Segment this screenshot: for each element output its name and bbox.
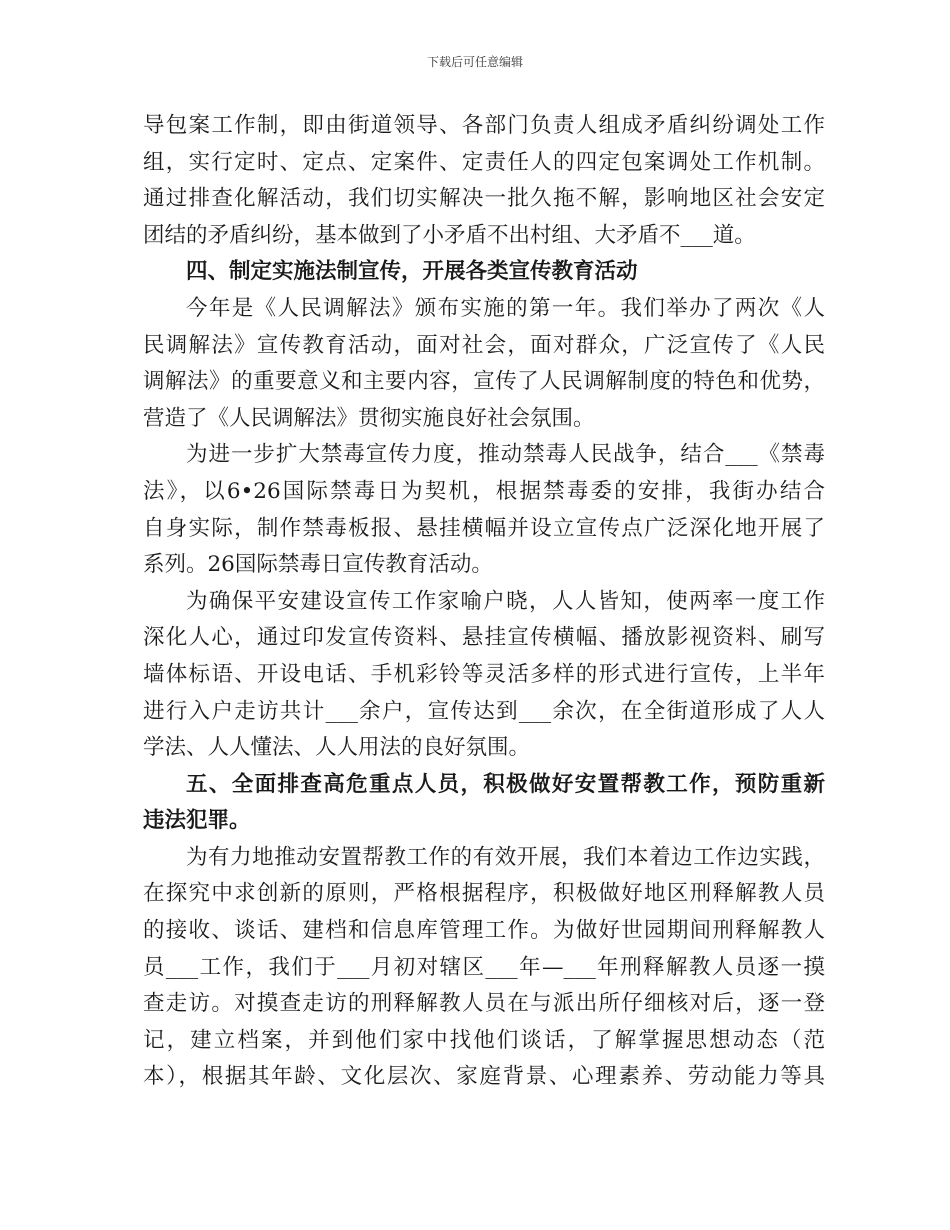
text-line: 民调解法》宣传教育活动，面对社会，面对群众，广泛宣传了《人民 [143, 332, 825, 358]
text-line: 本），根据其年龄、文化层次、家庭背景、心理素养、劳动能力等具 [143, 1064, 825, 1090]
text-line: 墙体标语、开设电话、手机彩铃等灵活多样的形式进行宣传，上半年 [143, 661, 825, 687]
text-line: 员___工作，我们于___月初对辖区___年—___年刑释解教人员逐一摸 [143, 954, 825, 980]
text-line: 法》，以6•26国际禁毒日为契机，根据禁毒委的安排，我街办结合 [143, 478, 825, 504]
text-line: 在探究中求创新的原则，严格根据程序，积极做好地区刑释解教人员 [143, 881, 825, 907]
text-line: 的接收、谈话、建档和信息库管理工作。为做好世园期间刑释解教人 [143, 918, 825, 944]
text-line: 查走访。对摸查走访的刑释解教人员在与派出所仔细核对后，逐一登 [143, 991, 825, 1017]
page-header: 下载后可任意编辑 [426, 55, 523, 69]
text-line: 系列。26国际禁毒日宣传教育活动。 [143, 552, 493, 578]
text-line: 调解法》的重要意义和主要内容，宣传了人民调解制度的特色和优势， [143, 369, 825, 395]
text-line: 今年是《人民调解法》颁布实施的第一年。我们举办了两次《人 [186, 295, 825, 321]
section-heading-continued: 违法犯罪。 [143, 808, 251, 834]
text-line: 自身实际，制作禁毒板报、悬挂横幅并设立宣传点广泛深化地开展了 [143, 515, 825, 541]
section-heading: 四、制定实施法制宣传，开展各类宣传教育活动 [186, 259, 638, 285]
text-line: 组，实行定时、定点、定案件、定责任人的四定包案调处工作机制。 [143, 149, 825, 175]
text-line: 为有力地推动安置帮教工作的有效开展，我们本着边工作边实践， [186, 844, 825, 870]
text-line: 记，建立档案，并到他们家中找他们谈话，了解掌握思想动态（范 [143, 1027, 825, 1053]
text-line: 学法、人人懂法、人人用法的良好氛围。 [143, 735, 531, 761]
text-line: 为进一步扩大禁毒宣传力度，推动禁毒人民战争，结合___《禁毒 [186, 442, 825, 468]
text-line: 为确保平安建设宣传工作家喻户晓，人人皆知，使两率一度工作 [186, 588, 825, 614]
text-line: 导包案工作制，即由街道领导、各部门负责人组成矛盾纠纷调处工作 [143, 113, 825, 138]
document-body [143, 108, 825, 1096]
text-line: 深化人心，通过印发宣传资料、悬挂宣传横幅、播放影视资料、刷写 [143, 625, 825, 651]
text-line: 团结的矛盾纠纷，基本做到了小矛盾不出村组、大矛盾不___道。 [143, 222, 756, 248]
text-line: 通过排查化解活动，我们切实解决一批久拖不解，影响地区社会安定 [143, 186, 825, 212]
text-line: 营造了《人民调解法》贯彻实施良好社会氛围。 [143, 405, 595, 431]
section-heading: 五、全面排查高危重点人员，积极做好安置帮教工作，预防重新 [186, 771, 825, 797]
text-line: 进行入户走访共计___余户，宣传达到___余次，在全街道形成了人人 [143, 698, 825, 724]
